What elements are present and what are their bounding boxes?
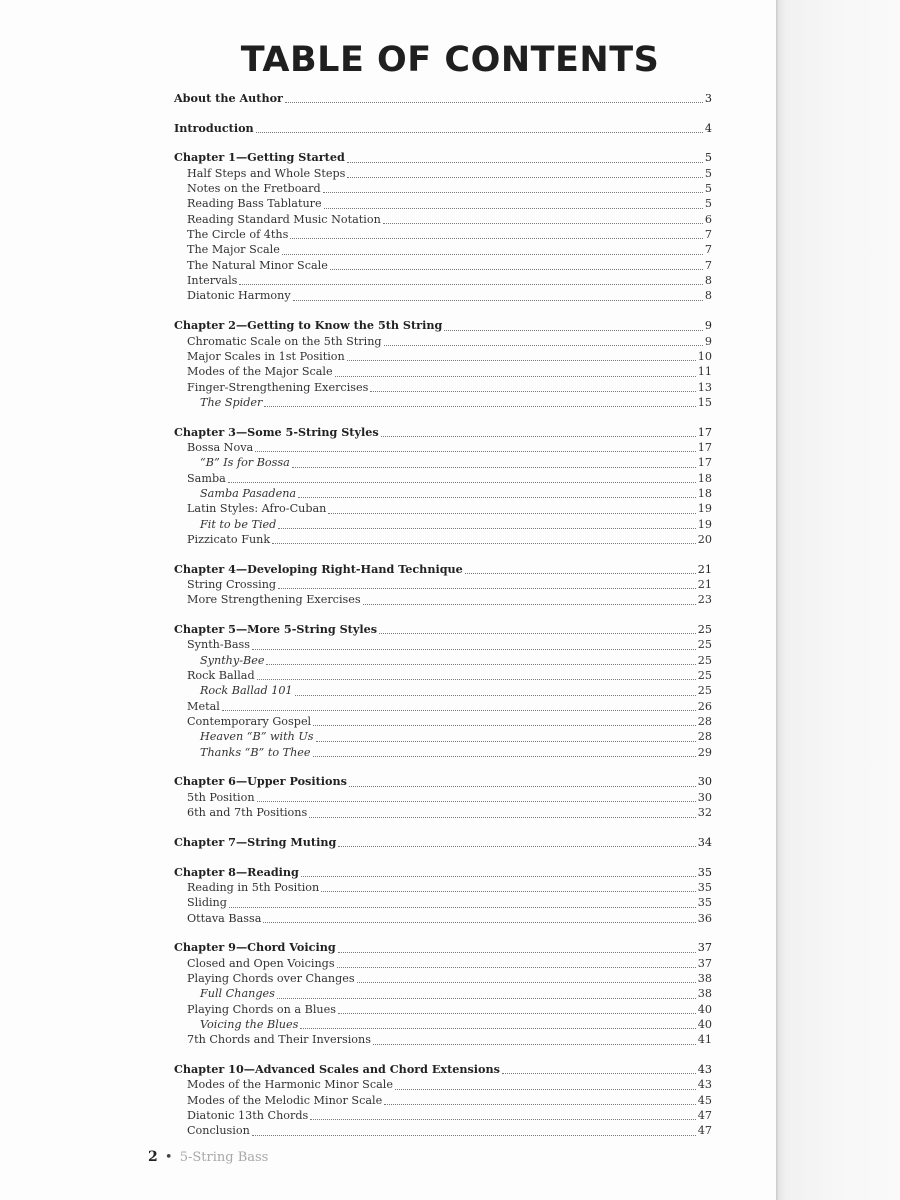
toc-page-number: 25 <box>697 669 712 683</box>
dot-leader <box>228 482 696 483</box>
toc-entry <box>174 729 712 744</box>
toc-entry-label: Synthy-Bee <box>200 653 265 667</box>
toc-entry <box>174 364 712 379</box>
toc-page-number: 19 <box>697 502 712 516</box>
toc-entry <box>174 486 712 501</box>
toc-entry-label: Pizzicato Funk <box>187 532 271 546</box>
toc-entry-label: Samba Pasadena <box>200 486 297 500</box>
toc-entry-label: Closed and Open Voicings <box>187 956 335 970</box>
dot-leader <box>347 177 702 178</box>
toc-entry-label: Chapter 9—Chord Voicing <box>174 940 336 955</box>
page-title: TABLE OF CONTENTS <box>240 40 660 80</box>
dot-leader <box>349 786 696 787</box>
dot-leader <box>256 132 703 133</box>
toc-entry-label: Synth-Bass <box>187 638 251 652</box>
dot-leader <box>347 360 696 361</box>
toc-page-number: 7 <box>704 228 712 242</box>
toc-page-number: 21 <box>697 562 712 576</box>
dot-leader <box>502 1073 696 1074</box>
dot-leader <box>301 876 696 877</box>
toc-page-number: 28 <box>697 730 712 744</box>
toc-entry-label: Finger-Strengthening Exercises <box>187 380 369 394</box>
dot-leader <box>292 467 696 468</box>
toc-entry <box>174 683 712 698</box>
dot-leader <box>257 679 696 680</box>
toc-page-number: 17 <box>697 425 712 439</box>
toc-entry-label: String Crossing <box>187 578 277 591</box>
toc-entry <box>174 1017 712 1032</box>
footer-separator: • <box>164 1150 173 1165</box>
toc-entry-label: Half Steps and Whole Steps <box>187 166 346 180</box>
toc-chapter-heading <box>174 150 712 165</box>
toc-page-number: 47 <box>697 1109 712 1123</box>
page-footer <box>148 1149 268 1165</box>
dot-leader <box>324 208 703 209</box>
toc-entry-label: Modes of the Harmonic Minor Scale <box>187 1078 393 1092</box>
toc-entry <box>174 1108 712 1123</box>
toc-entry-label: The Natural Minor Scale <box>187 258 328 272</box>
toc-entry <box>174 258 712 273</box>
toc-chapter-heading <box>174 940 712 955</box>
toc-page-number: 38 <box>697 971 712 985</box>
toc-entry <box>174 1077 712 1092</box>
footer-page-number: 2 <box>148 1149 158 1165</box>
toc-entry-label: Chapter 5—More 5-String Styles <box>174 622 377 637</box>
toc-entry <box>174 1123 712 1138</box>
dot-leader <box>337 967 696 968</box>
toc-section <box>174 940 712 1047</box>
toc-page-number: 41 <box>697 1033 712 1047</box>
toc-entry <box>174 637 712 652</box>
toc-page-number: 7 <box>704 243 712 257</box>
dot-leader <box>300 1028 695 1029</box>
toc-entry-label: Metal <box>187 699 220 713</box>
toc-entry <box>174 532 712 547</box>
dot-leader <box>384 1104 696 1105</box>
toc-entry-label: Major Scales in 1st Position <box>187 349 345 363</box>
toc-entry-label: Modes of the Melodic Minor Scale <box>187 1093 383 1107</box>
dot-leader <box>229 907 696 908</box>
toc-entry-label: Diatonic 13th Chords <box>187 1109 309 1123</box>
toc-section <box>174 622 712 760</box>
toc-entry <box>174 166 712 181</box>
toc-chapter-heading <box>174 835 712 850</box>
toc-entry <box>174 227 712 242</box>
dot-leader <box>338 1013 696 1014</box>
toc-entry-label: Chromatic Scale on the 5th String <box>187 334 382 348</box>
toc-section <box>174 425 712 548</box>
toc-entry-label: 6th and 7th Positions <box>187 806 308 820</box>
toc-entry-label: Introduction <box>174 120 254 135</box>
table-of-contents <box>174 91 712 1153</box>
toc-entry <box>174 956 712 971</box>
toc-section <box>174 121 712 136</box>
toc-entry-label: Chapter 10—Advanced Scales and Chord Extensions <box>174 1062 500 1076</box>
page-edge-shadow <box>776 0 900 1200</box>
toc-chapter-heading <box>174 318 712 333</box>
toc-page-number: 25 <box>697 638 712 652</box>
dot-leader <box>293 300 703 301</box>
footer-book-title: 5-String Bass <box>179 1150 269 1165</box>
toc-entry <box>174 880 712 895</box>
dot-leader <box>373 1044 696 1045</box>
dot-leader <box>323 192 703 193</box>
toc-page-number: 35 <box>697 896 712 910</box>
toc-page-number: 37 <box>697 956 712 970</box>
dot-leader <box>277 998 696 999</box>
toc-entry <box>174 501 712 516</box>
toc-page-number: 19 <box>697 517 712 531</box>
toc-entry-label: Modes of the Major Scale <box>187 365 333 379</box>
toc-entry <box>174 455 712 470</box>
toc-entry-label: Rock Ballad 101 <box>200 684 293 698</box>
dot-leader <box>257 801 696 802</box>
toc-page-number: 5 <box>704 182 712 196</box>
toc-page-number: 38 <box>697 987 712 1001</box>
toc-entry-label: Latin Styles: Afro-Cuban <box>187 502 327 516</box>
toc-page-number: 15 <box>697 395 712 409</box>
dot-leader <box>313 725 696 726</box>
toc-page-number: 6 <box>704 212 712 226</box>
dot-leader <box>338 952 696 953</box>
toc-entry <box>174 212 712 227</box>
dot-leader <box>357 982 696 983</box>
toc-section <box>174 562 712 608</box>
toc-entry-label: Fit to be Tied <box>200 517 277 531</box>
toc-page-number: 45 <box>697 1093 712 1107</box>
toc-chapter-heading <box>174 562 712 577</box>
toc-page-number: 36 <box>697 911 712 925</box>
toc-entry <box>174 592 712 607</box>
dot-leader <box>335 376 696 377</box>
toc-page-number: 35 <box>697 865 712 879</box>
toc-chapter-heading <box>174 121 712 136</box>
dot-leader <box>384 345 703 346</box>
toc-entry-label: Voicing the Blues <box>200 1017 299 1031</box>
toc-page-number: 43 <box>697 1063 712 1076</box>
toc-entry <box>174 911 712 926</box>
toc-chapter-heading <box>174 425 712 440</box>
toc-page-number: 11 <box>697 365 712 379</box>
toc-entry-label: Playing Chords on a Blues <box>187 1002 336 1016</box>
dot-leader <box>263 922 695 923</box>
dot-leader <box>255 451 696 452</box>
toc-entry-label: Chapter 4—Developing Right-Hand Technique <box>174 561 463 576</box>
toc-page-number: 25 <box>697 623 712 637</box>
dot-leader <box>347 162 703 163</box>
toc-entry-label: Reading in 5th Position <box>187 880 320 894</box>
toc-page-number: 17 <box>697 440 712 454</box>
dot-leader <box>222 710 696 711</box>
toc-page-number: 13 <box>697 380 712 394</box>
toc-section <box>174 91 712 106</box>
toc-entry <box>174 714 712 729</box>
toc-entry-label: 5th Position <box>187 790 255 804</box>
toc-entry <box>174 196 712 211</box>
dot-leader <box>316 741 696 742</box>
toc-page-number: 18 <box>697 486 712 500</box>
toc-entry-label: Sliding <box>187 896 227 910</box>
toc-entry <box>174 790 712 805</box>
dot-leader <box>298 497 696 498</box>
toc-page-number: 21 <box>697 578 712 591</box>
toc-entry <box>174 517 712 532</box>
toc-entry-label: Chapter 3—Some 5-String Styles <box>174 424 379 439</box>
toc-entry <box>174 577 712 592</box>
toc-page-number: 3 <box>704 92 712 105</box>
toc-entry <box>174 1032 712 1047</box>
toc-page-number: 30 <box>697 775 712 789</box>
toc-entry <box>174 395 712 410</box>
toc-entry-label: 7th Chords and Their Inversions <box>187 1033 371 1047</box>
toc-page-number: 25 <box>697 684 712 698</box>
toc-page-number: 29 <box>697 745 712 759</box>
toc-entry-label: More Strengthening Exercises <box>187 593 361 607</box>
toc-entry-label: About the Author <box>174 91 283 105</box>
toc-entry <box>174 440 712 455</box>
toc-entry-label: Reading Standard Music Notation <box>187 212 381 226</box>
dot-leader <box>239 284 702 285</box>
toc-entry-label: Chapter 1—Getting Started <box>174 150 345 165</box>
toc-entry-label: Notes on the Fretboard <box>187 182 321 196</box>
toc-entry <box>174 668 712 683</box>
toc-page-number: 28 <box>697 715 712 729</box>
toc-entry-label: Rock Ballad <box>187 669 255 683</box>
toc-entry-label: Thanks “B” to Thee <box>200 745 311 759</box>
dot-leader <box>264 406 695 407</box>
dot-leader <box>282 254 703 255</box>
dot-leader <box>252 649 696 650</box>
dot-leader <box>363 604 696 605</box>
toc-entry <box>174 745 712 760</box>
toc-chapter-heading <box>174 774 712 789</box>
toc-page-number: 47 <box>697 1124 712 1138</box>
dot-leader <box>321 891 696 892</box>
dot-leader <box>285 102 703 103</box>
toc-page-number: 7 <box>704 258 712 272</box>
dot-leader <box>379 633 696 634</box>
toc-entry-label: Chapter 2—Getting to Know the 5th String <box>174 318 443 333</box>
toc-entry-label: Chapter 7—String Muting <box>174 834 337 849</box>
toc-chapter-heading <box>174 1062 712 1077</box>
toc-page-number: 23 <box>697 593 712 607</box>
toc-page-number: 9 <box>704 334 712 348</box>
toc-page-number: 9 <box>704 319 712 333</box>
toc-page-number: 26 <box>697 699 712 713</box>
toc-entry <box>174 1093 712 1108</box>
toc-entry <box>174 986 712 1001</box>
toc-entry-label: Contemporary Gospel <box>187 715 312 729</box>
dot-leader <box>370 391 695 392</box>
toc-entry-label: Chapter 6—Upper Positions <box>174 774 347 789</box>
toc-page-number: 43 <box>697 1078 712 1092</box>
toc-page-number: 5 <box>704 166 712 180</box>
toc-entry-label: Playing Chords over Changes <box>187 971 355 985</box>
dot-leader <box>330 269 703 270</box>
toc-entry-label: Intervals <box>187 274 238 288</box>
toc-page-number: 35 <box>697 880 712 894</box>
toc-chapter-heading <box>174 865 712 880</box>
toc-entry <box>174 380 712 395</box>
toc-entry-label: Ottava Bassa <box>187 911 262 925</box>
dot-leader <box>252 1135 696 1136</box>
dot-leader <box>313 756 696 757</box>
dot-leader <box>383 223 703 224</box>
toc-page-number: 30 <box>697 790 712 804</box>
toc-entry-label: Reading Bass Tablature <box>187 197 322 211</box>
toc-entry-label: The Major Scale <box>187 243 280 257</box>
dot-leader <box>266 664 695 665</box>
dot-leader <box>290 238 703 239</box>
toc-entry <box>174 334 712 349</box>
toc-entry <box>174 471 712 486</box>
toc-page-number: 17 <box>697 456 712 470</box>
toc-section <box>174 865 712 926</box>
toc-page-number: 4 <box>704 121 712 135</box>
toc-section <box>174 835 712 850</box>
toc-entry-label: Conclusion <box>187 1124 250 1138</box>
toc-section <box>174 318 712 410</box>
toc-page-number: 40 <box>697 1002 712 1016</box>
toc-entry <box>174 181 712 196</box>
dot-leader <box>465 573 696 574</box>
dot-leader <box>309 817 696 818</box>
toc-page-number: 8 <box>704 274 712 288</box>
toc-page-number: 10 <box>697 349 712 363</box>
toc-page-number: 25 <box>697 653 712 667</box>
toc-page-number: 32 <box>697 806 712 820</box>
toc-entry <box>174 288 712 303</box>
toc-entry <box>174 805 712 820</box>
dot-leader <box>381 436 696 437</box>
toc-page-number: 20 <box>697 532 712 546</box>
toc-entry-label: Bossa Nova <box>187 440 254 454</box>
toc-entry <box>174 349 712 364</box>
dot-leader <box>295 695 696 696</box>
toc-section <box>174 150 712 303</box>
toc-entry <box>174 1002 712 1017</box>
toc-chapter-heading <box>174 91 712 106</box>
toc-page-number: 18 <box>697 471 712 485</box>
toc-entry-label: Chapter 8—Reading <box>174 864 299 879</box>
toc-entry-label: “B” Is for Bossa <box>200 456 290 470</box>
dot-leader <box>278 528 695 529</box>
dot-leader <box>395 1089 696 1090</box>
toc-entry-label: Diatonic Harmony <box>187 289 291 303</box>
dot-leader <box>278 588 696 589</box>
toc-entry <box>174 971 712 986</box>
toc-entry-label: The Spider <box>200 395 263 409</box>
toc-entry-label: Samba <box>187 471 226 485</box>
toc-page-number: 8 <box>704 289 712 303</box>
dot-leader <box>328 513 695 514</box>
toc-page-number: 5 <box>704 197 712 211</box>
toc-page-number: 40 <box>697 1017 712 1031</box>
dot-leader <box>444 330 703 331</box>
toc-chapter-heading <box>174 622 712 637</box>
toc-entry <box>174 895 712 910</box>
dot-leader <box>310 1119 695 1120</box>
toc-entry <box>174 242 712 257</box>
toc-page-number: 34 <box>697 835 712 849</box>
toc-page-number: 37 <box>697 941 712 955</box>
toc-entry-label: The Circle of 4ths <box>187 228 289 242</box>
toc-entry <box>174 699 712 714</box>
toc-entry-label: Heaven “B” with Us <box>200 730 314 744</box>
toc-entry-label: Full Changes <box>200 987 275 1001</box>
toc-page-number: 5 <box>704 151 712 165</box>
dot-leader <box>338 846 695 847</box>
toc-section <box>174 774 712 820</box>
dot-leader <box>272 543 696 544</box>
toc-entry <box>174 273 712 288</box>
toc-entry <box>174 653 712 668</box>
toc-section <box>174 1062 712 1139</box>
